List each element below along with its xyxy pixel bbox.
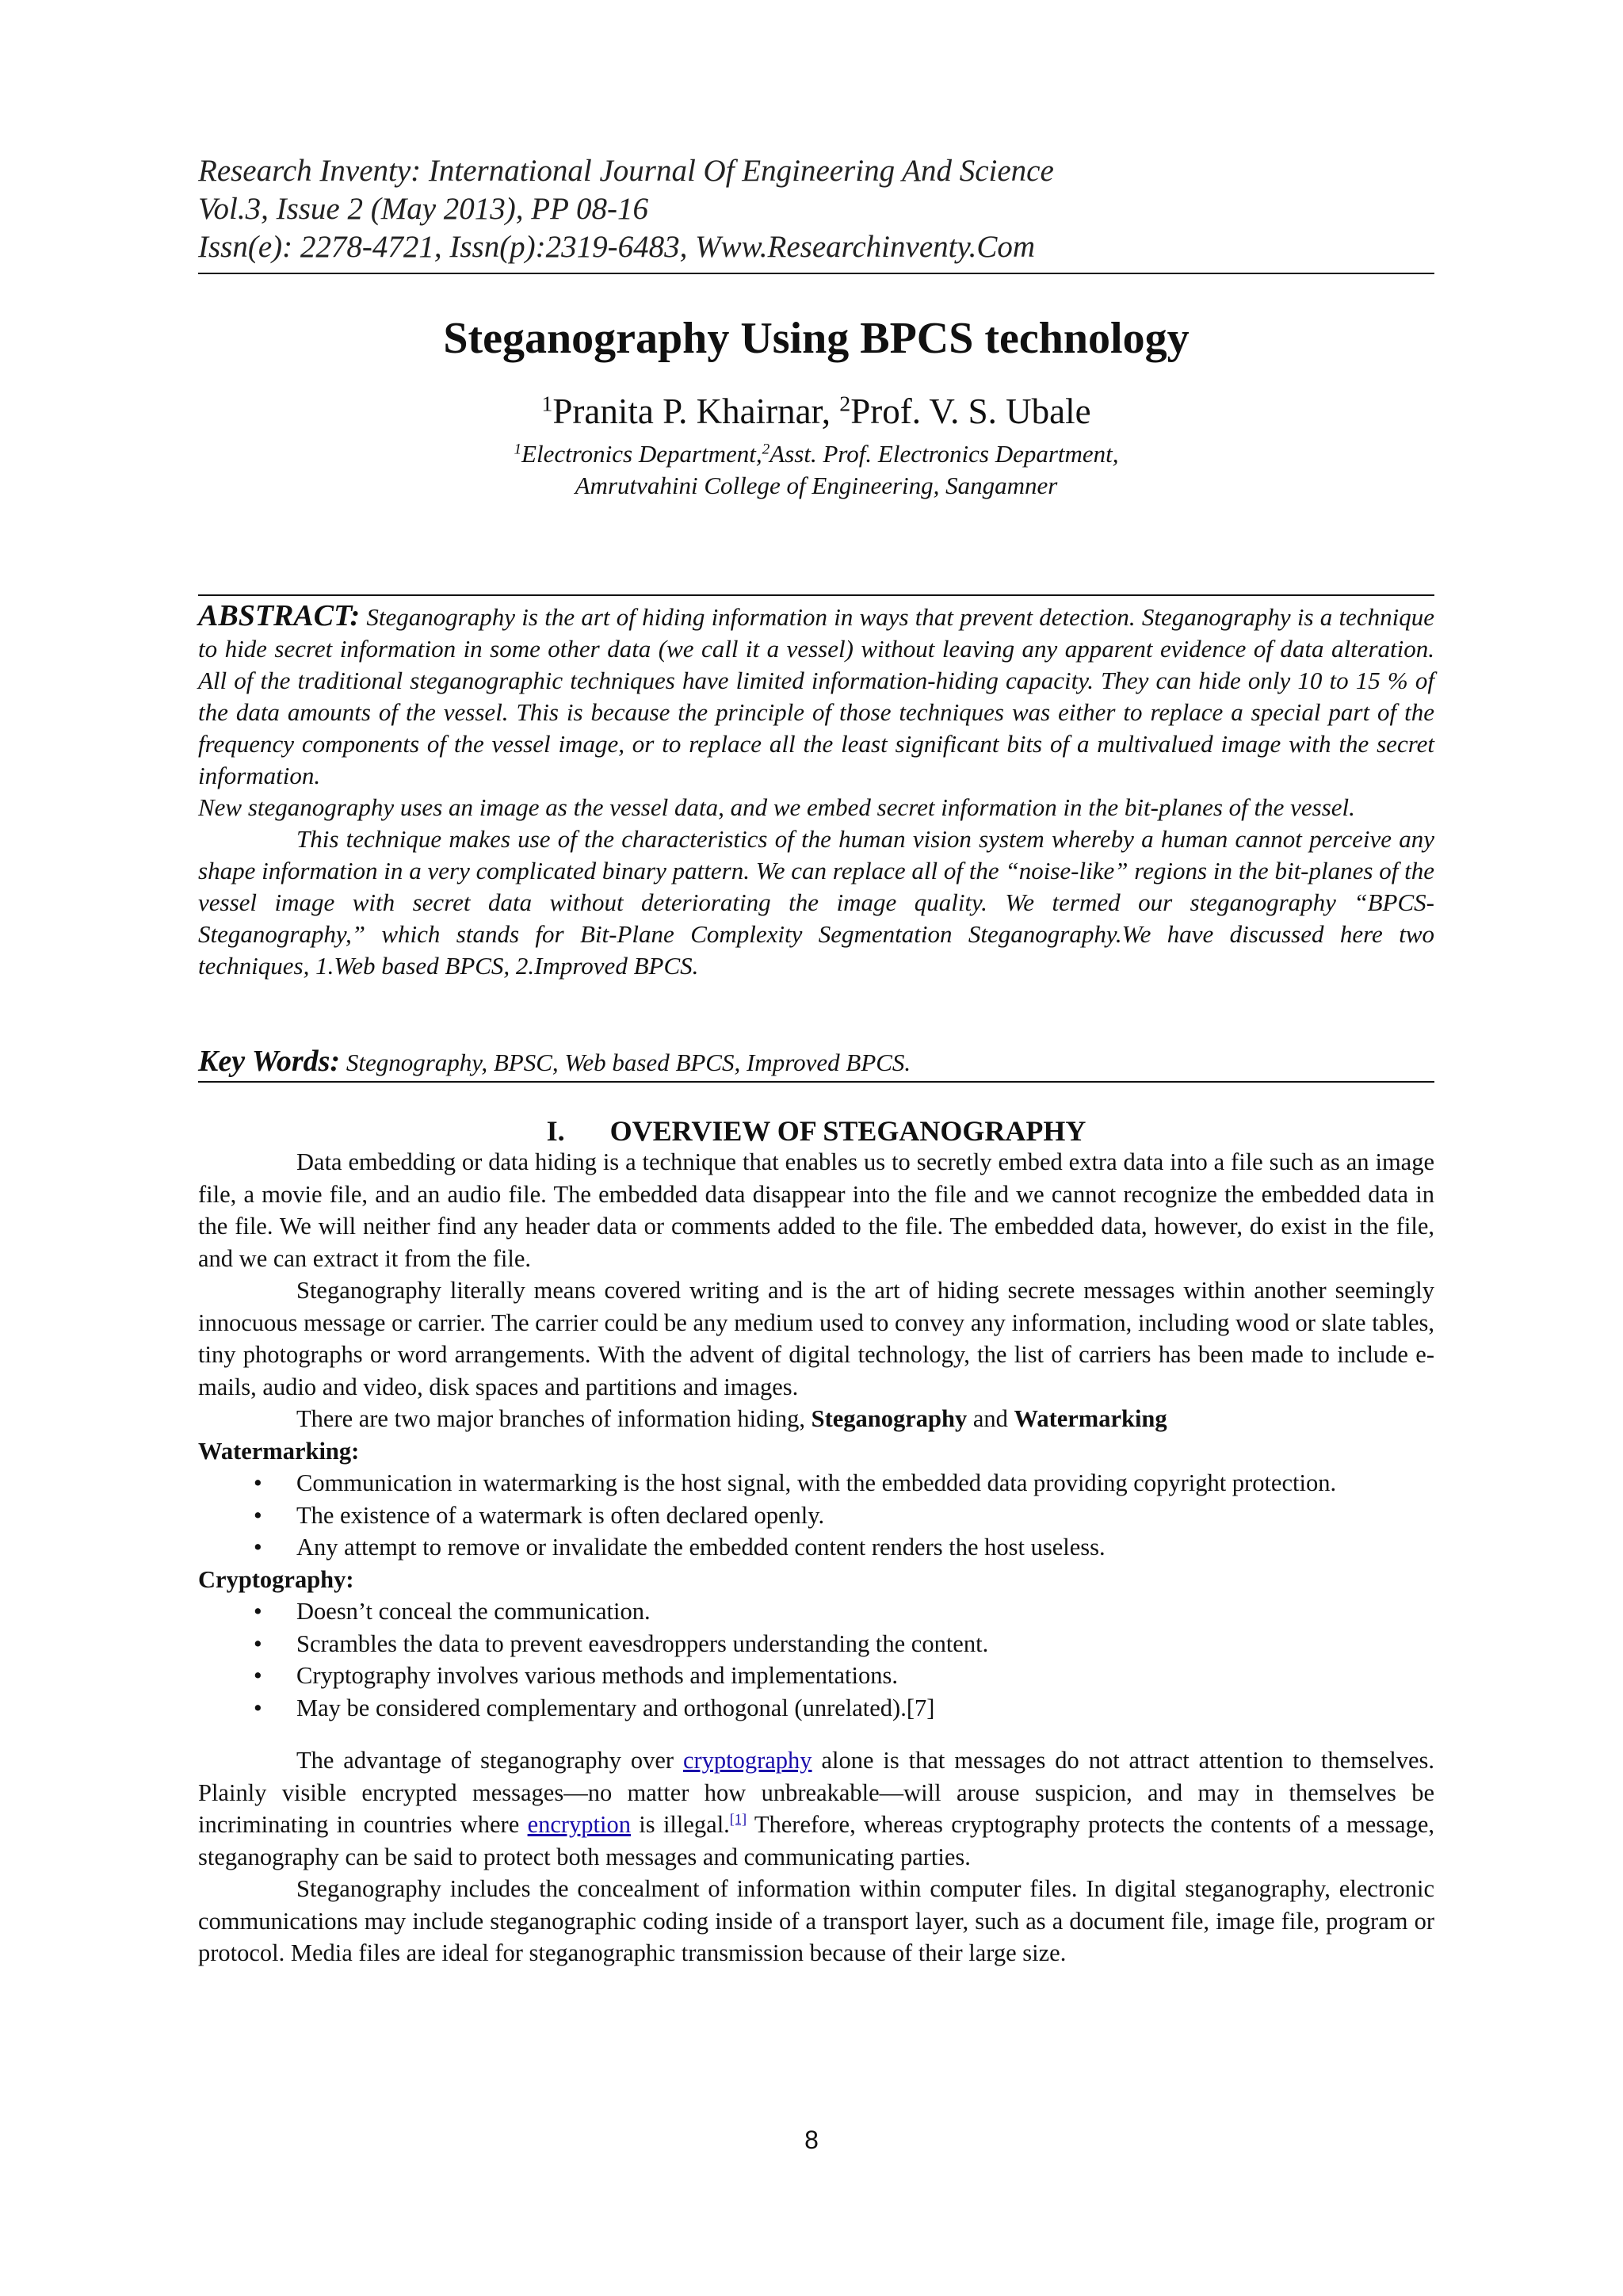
journal-name: Research Inventy: International Journal Of Engineering And Science [198, 154, 1054, 188]
bullet-icon: • [254, 1598, 262, 1625]
list-item-text: Scrambles the data to prevent eavesdroppers understanding the content. [296, 1629, 989, 1657]
affil2-superscript: 2 [762, 441, 770, 458]
list-item-text: Any attempt to remove or invalidate the embedded content renders the host useless. [296, 1534, 1106, 1561]
list-item [198, 1467, 1434, 1499]
list-item [198, 1531, 1434, 1564]
affiliation [198, 438, 1434, 502]
abstract-block [198, 600, 1434, 982]
cryptography-link[interactable]: cryptography [682, 1747, 812, 1774]
bullet-icon: • [254, 1501, 262, 1529]
paper-title: Steganography Using BPCS technology [443, 314, 1190, 363]
journal-header [198, 152, 1434, 266]
bullet-icon: • [254, 1662, 262, 1689]
body-text [198, 1146, 1434, 1969]
abstract-top-rule [198, 594, 1434, 596]
branch-watermarking: Watermarking [1014, 1405, 1167, 1432]
affil1-superscript: 1 [514, 441, 522, 458]
journal-volume: Vol.3, Issue 2 (May 2013), PP 08-16 [198, 192, 648, 226]
journal-issn: Issn(e): 2278-4721, Issn(p):2319-6483, Www.Researchinventy.Com [198, 230, 1036, 264]
advantage-text-a: The advantage of steganography over [296, 1747, 683, 1774]
encryption-link[interactable]: encryption [527, 1811, 631, 1838]
keywords-line [198, 1045, 1434, 1079]
list-item [198, 1628, 1434, 1660]
bullet-icon: • [254, 1469, 262, 1496]
branch-steganography: Steganography [811, 1405, 968, 1432]
list-item [198, 1499, 1434, 1532]
body-paragraph-1: Data embedding or data hiding is a technique that enables us to secretly embed extra data into a file such as an image file, a movie file, and an audio file. The embedded data disappear into the file and we cannot recognize the embedded data in the file. We will neither find any header data or comments added to the file. The embedded data, however, do exist in the file, and we can extract it from the file. [198, 1148, 1434, 1272]
abstract-label: ABSTRACT: [198, 599, 361, 632]
list-item-text: Doesn’t conceal the communication. [296, 1598, 651, 1625]
list-item-text: Communication in watermarking is the host signal, with the embedded data providing copyright protection. [296, 1469, 1337, 1496]
advantage-text-b: alone is that messages do not attract attention to themselves. Plainly visible encrypted messages—no matter how unbreakable—will arouse suspicion, and may in themselves be incriminating in countries where [198, 1747, 1434, 1838]
branches-text: There are two major branches of information hiding, [296, 1405, 812, 1432]
cryptography-list [198, 1595, 1434, 1724]
author-line [198, 389, 1434, 434]
body-paragraph-4 [198, 1744, 1434, 1873]
keywords-label: Key Words: [198, 1045, 341, 1078]
affil2-dept: Asst. Prof. Electronics Department, [769, 440, 1119, 468]
bullet-icon: • [254, 1629, 262, 1657]
advantage-text-d: Therefore, whereas cryptography protects the contents of a message, steganography can be said to protect both messages and communicating parties. [198, 1811, 1434, 1870]
author1-name: Pranita P. Khairnar, [552, 392, 840, 431]
watermarking-list [198, 1467, 1434, 1564]
list-item-text: Cryptography involves various methods and implementations. [296, 1662, 899, 1689]
watermarking-heading: Watermarking: [198, 1437, 360, 1465]
branches-and: and [967, 1405, 1014, 1432]
section-number: I. [546, 1115, 565, 1147]
page-number: 8 [804, 2126, 819, 2154]
keywords-text: Stegnography, BPSC, Web based BPCS, Improved BPCS. [346, 1049, 911, 1076]
list-item [198, 1595, 1434, 1628]
list-item-text: May be considered complementary and orthogonal (unrelated).[7] [296, 1694, 935, 1721]
affil1-dept: Electronics Department, [521, 440, 762, 468]
author1-superscript: 1 [541, 392, 553, 417]
advantage-text-c: is illegal. [631, 1811, 730, 1838]
abstract-paragraph-3: This technique makes use of the characteristics of the human vision system whereby a human cannot perceive any shape information in a very complicated binary pattern. We can replace all of the “noise-like” regions in the bit-planes of the vessel image with secret data without deteriorating the image quality. We termed our steganography “BPCS-Steganography,” which stands for Bit-Plane Complexity Segmentation Steganography.We have discussed here two techniques, 1.Web based BPCS, 2.Improved BPCS. [198, 825, 1434, 980]
abstract-paragraph-1 [198, 600, 1434, 792]
list-item [198, 1692, 1434, 1725]
author2-name: Prof. V. S. Ubale [850, 392, 1091, 431]
abstract-text-1: Steganography is the art of hiding information in ways that prevent detection. Steganography is a technique to hide secret information in some other data (we call it a vessel) without leaving any apparent evidence of data alteration. All of the traditional steganographic techniques have limited information-hiding capacity. They can hide only 10 to 15 % of the data amounts of the vessel. This is because the principle of those techniques was either to replace a special part of the frequency components of the vessel image, or to replace all the least significant bits of a multivalued image with the secret information. [198, 603, 1435, 789]
affiliation-college: Amrutvahini College of Engineering, Sangamner [575, 472, 1058, 499]
citation-link[interactable]: [1] [729, 1811, 747, 1828]
list-item [198, 1660, 1434, 1692]
body-paragraph-5: Steganography includes the concealment of information within computer files. In digital steganography, electronic communications may include steganographic coding inside of a transport layer, such as a document file, image file, program or protocol. Media files are ideal for steganographic transmission because of their large size. [198, 1875, 1434, 1966]
keywords-rule [198, 1081, 1434, 1083]
bullet-icon: • [254, 1534, 262, 1561]
body-paragraph-3 [198, 1403, 1434, 1435]
author2-superscript: 2 [839, 392, 851, 417]
affiliation-departments [198, 438, 1434, 470]
section-heading [198, 1113, 1434, 1149]
bullet-icon: • [254, 1694, 262, 1721]
header-rule [198, 273, 1434, 274]
abstract-paragraph-2: New steganography uses an image as the vessel data, and we embed secret information in the bit-planes of the vessel. [198, 793, 1355, 821]
body-paragraph-2: Steganography literally means covered writing and is the art of hiding secrete messages within another seemingly innocuous message or carrier. The carrier could be any medium used to convey any information, including wood or slate tables, tiny photographs or word arrangements. With the advent of digital technology, the list of carriers has been made to include e-mails, audio and video, disk spaces and partitions and images. [198, 1277, 1434, 1400]
cryptography-heading: Cryptography: [198, 1565, 354, 1593]
list-item-text: The existence of a watermark is often declared openly. [296, 1501, 825, 1529]
section-title: OVERVIEW OF STEGANOGRAPHY [609, 1115, 1086, 1147]
